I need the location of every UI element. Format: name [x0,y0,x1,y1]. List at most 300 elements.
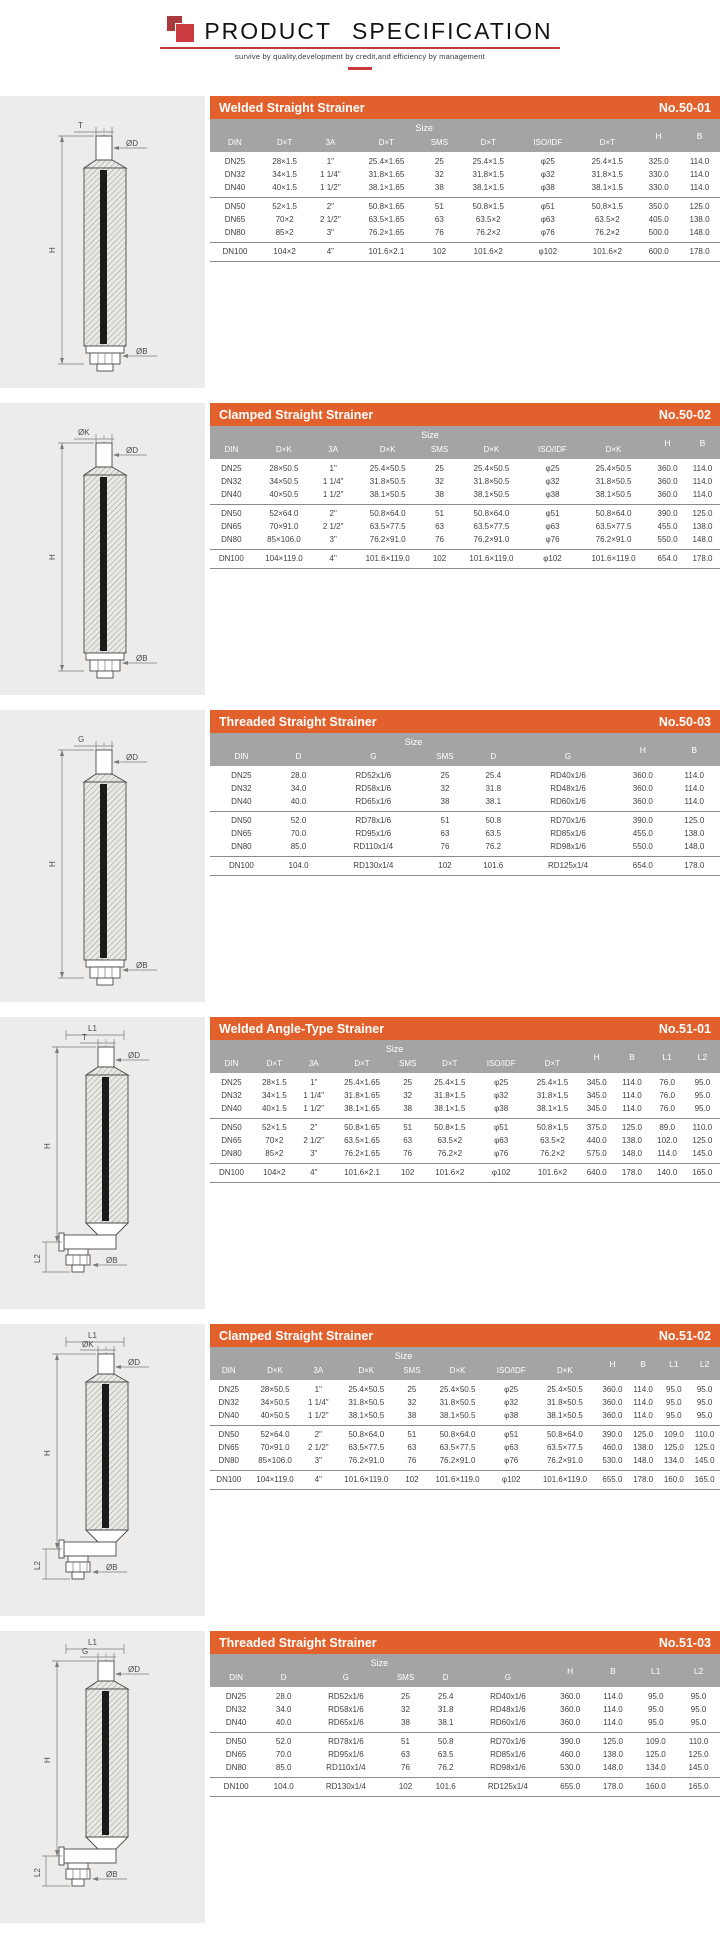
dia-top-label: ØD [128,1665,140,1674]
table-cell: 50.8×1.5 [576,198,638,214]
column-header: D [262,1670,305,1687]
table-cell: 31.8×1.65 [368,170,405,179]
table-cell: 455.0 [632,829,653,838]
table-cell: 63 [407,1443,417,1452]
table-cell: 38.1×50.5 [369,490,406,499]
table-cell: 32 [403,1091,413,1100]
table-cell: DN40 [224,183,246,192]
table-row [210,1410,720,1426]
table-row [210,198,720,214]
table-cell: RD52x1/6 [355,771,392,780]
table-cell: 40.0 [275,1718,292,1727]
table-cell: 38.1×50.5 [439,1411,476,1420]
table-cell: 76.2×91.0 [546,1456,583,1465]
table-cell: 34×1.5 [272,170,297,179]
height-label: H [48,247,57,253]
table-cell: 76 [407,1456,417,1465]
dim-top-label: T [78,121,83,130]
table-cell: DN40 [225,1718,247,1727]
table-cell: 114.0 [692,464,713,473]
column-header: L2 [677,1654,720,1687]
table-cell: 52×1.5 [253,1119,296,1135]
table-cell: DN50 [210,812,273,828]
table-cell: 31.8×1.5 [434,1091,466,1100]
table-cell: 76 [403,1149,413,1158]
column-header: H [579,1040,614,1073]
table-cell: DN65 [225,1750,247,1759]
table-cell: φ38 [545,490,560,499]
table-cell: 178.0 [628,1471,659,1490]
table-cell: 52.0 [262,1733,305,1749]
table-cell: 102 [387,1778,425,1797]
table-cell: 95.0 [690,1705,707,1714]
table-cell: 31.8×1.5 [472,170,504,179]
spec-table [210,119,720,262]
table-cell: 101.6×2.1 [351,243,421,262]
table-cell: DN32 [224,170,246,179]
column-header: D [468,749,519,766]
table-cell: 95.0 [666,1385,682,1394]
drawing-panel [0,1324,205,1616]
table-cell: 138.0 [602,1750,623,1759]
table-cell: 95.0 [666,1411,682,1420]
table-cell: 101.6×119.0 [455,550,528,569]
table-cell: RD70x1/6 [519,812,617,828]
table-cell: 76.2×91.0 [473,535,510,544]
company-logo-icon [167,16,195,43]
table-cell: 25.4×1.5 [434,1078,466,1087]
table-cell: 101.6×119.0 [533,1471,597,1490]
dia-top-label: ØD [128,1051,140,1060]
table-cell: 52×64.0 [253,505,316,521]
table-row [210,182,720,198]
dim-top-label: G [78,735,85,744]
table-cell: DN32 [225,1705,247,1714]
column-header: L2 [685,1040,720,1073]
table-cell: 134.0 [645,1763,666,1772]
table-cell: 50.8×64.0 [455,505,528,521]
section-title: Threaded Straight Strainer [219,714,377,729]
table-cell: 95.0 [647,1705,664,1714]
section-no51-01 [0,1017,720,1324]
table-cell: φ38 [540,183,555,192]
table-cell: 165.0 [685,1164,720,1183]
section-title: Threaded Straight Strainer [219,1635,377,1650]
spec-table [210,426,720,569]
table-cell: 390.0 [597,1426,628,1442]
column-header: SMS [424,442,455,459]
table-cell: 38.1 [437,1718,454,1727]
table-cell: 31.8 [437,1705,454,1714]
table-cell: 40×50.5 [269,490,299,499]
table-cell: RD98x1/6 [550,842,586,851]
table-cell: 125.0 [592,1733,635,1749]
table-cell: 85×106.0 [258,1456,292,1465]
table-cell: 38 [401,1718,410,1727]
table-cell: 32 [435,477,444,486]
table-cell: 38.1×1.5 [591,183,624,192]
table-row [210,857,720,876]
table-cell: 31.8×50.5 [473,477,510,486]
table-cell: 63.5×1.65 [368,215,405,224]
table-cell: 114.0 [689,157,710,166]
table-cell: φ76 [494,1149,509,1158]
table-cell: DN50 [210,1426,248,1442]
table-cell: 440.0 [586,1136,607,1145]
table-row [210,227,720,243]
table-cell: 63.5×77.5 [348,1443,385,1452]
table-cell: 390.0 [650,505,685,521]
table-cell: 50.8×64.0 [533,1426,597,1442]
table-cell: 63.5×77.5 [595,522,632,531]
table-cell: 25 [440,771,450,780]
section-titlebar [210,1324,720,1347]
table-cell: 330.0 [648,183,669,192]
table-cell: 102 [421,243,457,262]
table-cell: 52.0 [273,812,324,828]
size-header: Size [210,733,617,749]
table-cell: DN50 [210,1733,262,1749]
table-cell: 148.0 [602,1763,623,1772]
table-cell: 76.0 [659,1078,675,1087]
table-cell: φ25 [504,1385,519,1394]
table-cell: RD52x1/6 [328,1692,364,1701]
l1-label: L1 [88,1638,97,1647]
table-cell: 101.6×119.0 [425,1471,489,1490]
table-cell: 2" [309,198,351,214]
angle-strainer-drawing [0,1631,205,1923]
table-cell: 28.0 [275,1692,292,1701]
table-cell: 95.0 [696,1411,713,1420]
table-cell: 101.6×119.0 [577,550,650,569]
table-cell: 25 [435,464,444,473]
table-cell: 360.0 [560,1705,581,1714]
table-cell: 51 [421,198,457,214]
column-header: G [467,1670,549,1687]
table-cell: 76.0 [659,1104,675,1113]
column-header: 3A [309,135,351,152]
table-cell: 63.5×77.5 [546,1443,583,1452]
table-cell: DN80 [221,535,242,544]
height-label: H [48,554,57,560]
table-cell: DN100 [210,550,253,569]
section-content [205,96,720,262]
table-cell: 654.0 [650,550,685,569]
column-header: D×T [576,135,638,152]
height-label: H [43,1143,52,1149]
table-cell: 31.8×50.5 [439,1398,476,1407]
table-cell: 530.0 [602,1456,623,1465]
table-cell: 138.0 [689,215,710,224]
column-header: H [549,1654,592,1687]
l2-label: L2 [33,1254,42,1263]
table-cell: 38.1 [485,797,502,806]
dim-top-label: T [82,1033,87,1042]
table-cell: RD58x1/6 [328,1705,364,1714]
section-number: No.50-01 [658,100,711,115]
table-cell: 101.6×2 [457,243,519,262]
table-cell: DN25 [224,157,246,166]
table-cell: RD58x1/6 [355,784,392,793]
column-header: B [679,119,720,152]
table-cell: 38 [435,490,444,499]
table-cell: RD98x1/6 [490,1763,526,1772]
section-content [205,1017,720,1183]
table-row [210,169,720,182]
table-cell: 31.8×1.65 [344,1091,380,1100]
table-row [210,243,720,262]
table-cell: 31.8×50.5 [546,1398,583,1407]
table-cell: 85.0 [290,842,307,851]
table-cell: 76.2×1.65 [368,228,405,237]
table-cell: 360.0 [560,1718,581,1727]
drawing-panel [0,1631,205,1923]
size-header: Size [210,1040,579,1056]
size-header: Size [210,1654,549,1670]
column-header: D×K [334,1363,398,1380]
spec-table [210,1347,720,1490]
table-cell: 25 [434,157,444,166]
drawing-panel [0,403,205,695]
table-cell: 25 [401,1692,410,1701]
table-cell: 500.0 [648,228,669,237]
table-cell: 76.2×91.0 [595,535,632,544]
table-cell: 405.0 [648,215,669,224]
table-cell: 102 [398,1471,425,1490]
table-cell: 165.0 [677,1778,720,1797]
table-cell: 4" [296,1164,332,1183]
table-cell: 34×50.5 [260,1398,290,1407]
spec-table [210,1040,720,1183]
table-cell: 138.0 [684,829,705,838]
height-label: H [48,861,57,867]
table-cell: 28×50.5 [260,1385,290,1394]
table-cell: DN40 [221,490,242,499]
table-row [210,1762,720,1778]
table-cell: 76 [440,842,450,851]
column-header: H [617,733,668,766]
table-cell: 1 1/2" [320,183,341,192]
table-cell: 63.5 [437,1750,454,1759]
table-cell: 38.1×50.5 [595,490,632,499]
table-cell: 85×2 [265,1149,284,1158]
table-cell: φ51 [519,198,576,214]
column-header: L1 [634,1654,677,1687]
column-header: 3A [303,1363,335,1380]
title-underline [160,47,560,49]
table-cell: 1" [310,1078,318,1087]
table-cell: 375.0 [579,1119,614,1135]
table-row [210,1426,720,1442]
table-cell: 101.6 [424,1778,467,1797]
table-cell: DN80 [225,1763,247,1772]
table-cell: 114.0 [603,1718,623,1727]
column-header: D×K [425,1363,489,1380]
table-cell: 63 [440,829,450,838]
table-cell: DN32 [221,1091,242,1100]
table-cell: 178.0 [685,550,720,569]
table-cell: 114.0 [622,1078,642,1087]
table-cell: 63.5×77.5 [439,1443,476,1452]
dia-bottom-label: ØB [136,347,148,356]
section-titlebar [210,710,720,733]
table-cell: RD70x1/6 [467,1733,549,1749]
section-no50-01 [0,96,720,403]
table-cell: 654.0 [617,857,668,876]
table-cell: DN100 [210,243,260,262]
section-number: No.51-02 [658,1328,711,1343]
table-cell: DN25 [218,1385,239,1394]
table-cell: 38.1×50.5 [348,1411,385,1420]
table-cell: 178.0 [614,1164,649,1183]
table-cell: RD110x1/4 [326,1763,366,1772]
column-header: DIN [210,1363,248,1380]
column-header: SMS [387,1670,425,1687]
table-cell: DN100 [210,1778,262,1797]
table-cell: 114.0 [603,1705,623,1714]
table-cell: 76.2×2 [475,228,501,237]
table-cell: 50.8×1.65 [351,198,421,214]
brand-row [167,16,552,43]
column-header: D [273,749,324,766]
column-header: D×K [577,442,650,459]
table-row [210,1135,720,1148]
table-cell: 114.0 [622,1091,642,1100]
section-titlebar [210,403,720,426]
table-cell: 63 [401,1750,410,1759]
table-cell: 3" [310,1149,318,1158]
table-cell: 104×2 [253,1164,296,1183]
table-cell: RD48x1/6 [550,784,586,793]
section-number: No.50-02 [658,407,711,422]
table-cell: DN25 [221,1078,242,1087]
table-cell: 63 [403,1136,413,1145]
table-cell: RD85x1/6 [550,829,586,838]
table-cell: φ38 [494,1104,509,1113]
section-no50-03 [0,710,720,1017]
table-cell: 114.0 [633,1398,653,1407]
table-cell: 95.0 [647,1718,664,1727]
table-cell: 360.0 [560,1692,581,1701]
table-cell: 70×91.0 [269,522,299,531]
table-cell: 2 1/2" [303,1136,325,1145]
table-cell: 148.0 [633,1456,654,1465]
table-cell: RD60x1/6 [490,1718,526,1727]
table-cell: 76 [401,1763,410,1772]
table-cell: 25.4×50.5 [546,1385,583,1394]
table-cell: 110.0 [689,1426,720,1442]
sections-root [0,96,720,1938]
table-cell: 114.0 [684,771,704,780]
table-cell: 104.0 [273,857,324,876]
section-number: No.51-01 [658,1021,711,1036]
table-cell: 1" [314,1385,322,1394]
logo-square-front [175,23,195,43]
tagline: survive by quality,development by credit,and efficiency by management [235,52,485,61]
table-cell: RD48x1/6 [490,1705,526,1714]
size-header: Size [210,1347,597,1363]
table-cell: DN40 [221,1104,242,1113]
table-row [210,534,720,550]
column-header: G [519,749,617,766]
table-cell: 50.8×1.5 [423,1119,476,1135]
table-cell: DN40 [218,1411,239,1420]
section-titlebar [210,1017,720,1040]
table-cell: DN65 [231,829,252,838]
table-cell: 76.2×91.0 [439,1456,476,1465]
table-cell: DN80 [224,228,246,237]
table-cell: 31.8×50.5 [348,1398,385,1407]
table-row [210,812,720,828]
table-cell: 38.1×1.65 [368,183,405,192]
table-cell: 25.4×1.65 [344,1078,380,1087]
table-cell: φ51 [476,1119,525,1135]
table-cell: 360.0 [657,464,678,473]
table-cell: DN65 [218,1443,239,1452]
table-cell: 63.5×77.5 [369,522,406,531]
table-cell: 104×2 [260,243,310,262]
table-row [210,214,720,227]
table-cell: 32 [434,170,444,179]
table-cell: 1 1/4" [307,1398,329,1407]
column-header: B [669,733,720,766]
table-cell: φ63 [540,215,555,224]
section-titlebar [210,96,720,119]
table-cell: RD110x1/4 [353,842,394,851]
drawing-panel [0,96,205,388]
table-cell: DN50 [210,505,253,521]
table-row [210,766,720,783]
table-cell: φ102 [519,243,576,262]
table-cell: 89.0 [650,1119,685,1135]
section-no51-03 [0,1631,720,1938]
table-cell: 50.8×64.0 [425,1426,489,1442]
table-cell: 34.0 [275,1705,292,1714]
table-cell: 63.5 [485,829,502,838]
table-cell: 32 [401,1705,410,1714]
table-row [210,1704,720,1717]
table-cell: DN32 [221,477,242,486]
dim-top-label: ØK [82,1340,94,1349]
table-cell: 125.0 [663,1443,684,1452]
table-cell: 50.8 [468,812,519,828]
table-cell: 125.0 [628,1426,659,1442]
column-header: D×K [533,1363,597,1380]
column-header: L1 [650,1040,685,1073]
table-cell: 50.8×64.0 [351,505,424,521]
table-cell: DN65 [224,215,246,224]
table-row [210,1148,720,1164]
table-cell: 3" [329,535,337,544]
section-no50-02 [0,403,720,710]
l2-label: L2 [33,1561,42,1570]
table-cell: 109.0 [634,1733,677,1749]
table-cell: 114.0 [692,490,713,499]
table-cell: 101.6×119.0 [334,1471,398,1490]
dia-bottom-label: ØB [136,654,148,663]
table-cell: 330.0 [648,170,669,179]
table-cell: 70×91.0 [260,1443,290,1452]
section-content [205,710,720,876]
column-header: ISO/IDF [528,442,577,459]
table-cell: 125.0 [694,1443,715,1452]
table-cell: 40×1.5 [261,1104,287,1113]
table-cell: 178.0 [669,857,720,876]
section-content [205,1324,720,1490]
table-row [210,550,720,569]
table-cell: 51 [422,812,467,828]
drawing-panel [0,1017,205,1309]
